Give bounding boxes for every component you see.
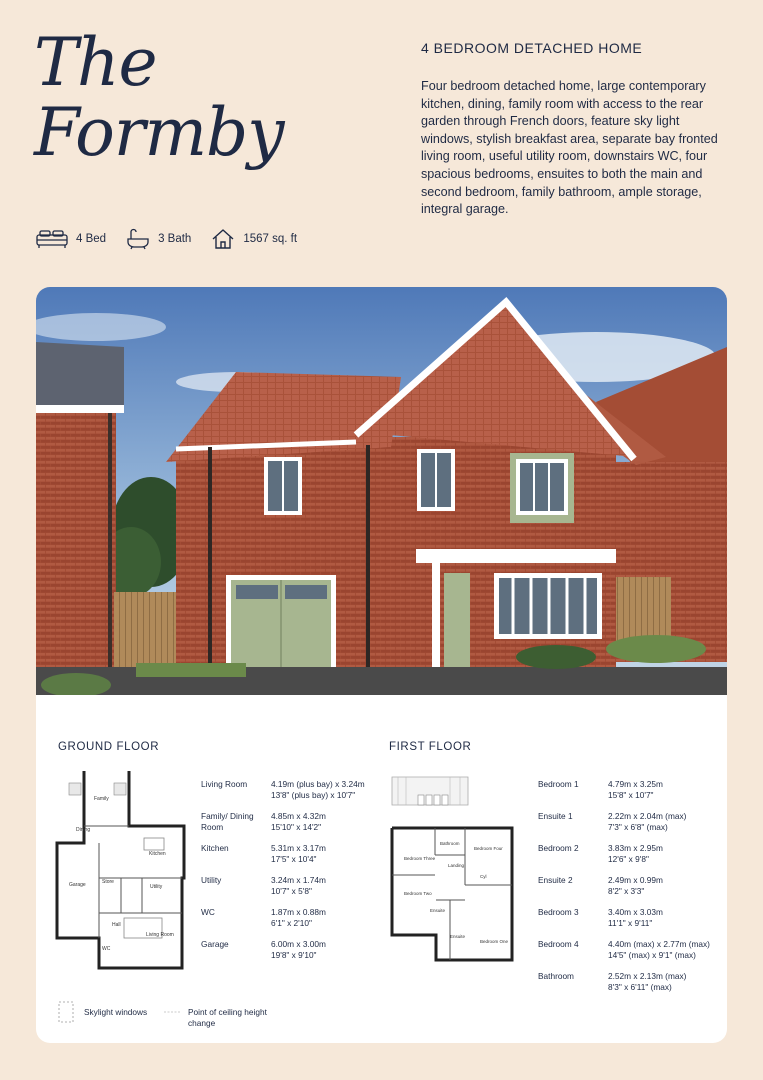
- room-name: Bedroom 2: [538, 843, 579, 853]
- room-name: Bedroom 1: [538, 779, 579, 789]
- room-dims: [608, 875, 728, 896]
- room-name: Bedroom 4: [538, 939, 579, 949]
- house-icon: [211, 228, 235, 250]
- title-line-2: Formby: [34, 94, 284, 171]
- room-imperial: 11'1" x 9'11": [608, 917, 653, 928]
- room-imperial: 14'5" (max) x 9'1" (max): [608, 949, 696, 960]
- room-name: Utility: [201, 875, 222, 885]
- room-row: [538, 971, 728, 992]
- room-name: Family/ Dining Room: [201, 811, 254, 832]
- room-metric: 3.24m x 1.74m: [271, 875, 326, 885]
- room-metric: 4.40m (max) x 2.77m (max): [608, 939, 710, 949]
- room-imperial: 6'1" x 2'10": [271, 917, 312, 928]
- first-floor-title: FIRST FLOOR: [389, 741, 472, 753]
- room-metric: 4.79m x 3.25m: [608, 779, 663, 789]
- room-name: Garage: [201, 939, 229, 949]
- description: Four bedroom detached home, large contemporary kitchen, dining, family room with access to the rear garden through French doors, feature sky light windows, stylish breakfast area, separate bay fronted living room, useful utility room, downstairs WC, four spacious bedrooms, ensuites to both the main and second bedroom, family bathroom, ample storage, integral garage.: [421, 79, 718, 217]
- room-row: [201, 811, 391, 832]
- bath-icon: [126, 228, 150, 250]
- room-imperial: 10'7" x 5'8": [271, 885, 312, 896]
- room-metric: 5.31m x 3.17m: [271, 843, 326, 853]
- room-metric: 2.49m x 0.99m: [608, 875, 663, 885]
- stat-bedrooms: [36, 229, 106, 249]
- house-image: [36, 287, 727, 695]
- skylight-legend-icon: [58, 1001, 74, 1023]
- plan-label-hall: Hall: [112, 922, 121, 928]
- room-dims: [608, 811, 728, 832]
- plan-label-bedroom-four: Bedroom Four: [474, 846, 503, 851]
- room-dims: [271, 939, 391, 960]
- room-dims: [271, 875, 391, 896]
- room-imperial: 15'8" x 10'7": [608, 789, 654, 800]
- room-metric: 3.83m x 2.95m: [608, 843, 663, 853]
- plan-label-utility: Utility: [150, 884, 163, 890]
- plan-label-family: Family: [94, 796, 109, 802]
- ground-floor-title: GROUND FLOOR: [58, 741, 160, 753]
- room-imperial: 13'8" (plus bay) x 10'7": [271, 789, 356, 800]
- stat-area-label: 1567 sq. ft: [243, 233, 298, 245]
- room-imperial: 12'6" x 9'8": [608, 853, 649, 864]
- room-dims: [271, 907, 391, 928]
- plan-label-store: Store: [102, 879, 114, 885]
- plan-label-garage: Garage: [69, 882, 86, 888]
- room-metric: 3.40m x 3.03m: [608, 907, 663, 917]
- room-metric: 2.52m x 2.13m (max): [608, 971, 687, 981]
- room-metric: 4.19m (plus bay) x 3.24m: [271, 779, 365, 789]
- plan-label-living: Living Room: [146, 932, 174, 938]
- room-dims: [608, 971, 728, 992]
- room-dims: [271, 779, 391, 800]
- room-dims: [608, 907, 728, 928]
- room-name: Bedroom 3: [538, 907, 579, 917]
- room-imperial: 19'8" x 9'10": [271, 949, 317, 960]
- room-row: [201, 779, 391, 800]
- room-metric: 4.85m x 4.32m: [271, 811, 326, 821]
- subtitle: 4 BEDROOM DETACHED HOME: [421, 40, 643, 56]
- room-row: [201, 907, 391, 928]
- room-row: [538, 779, 728, 800]
- room-row: [538, 939, 728, 960]
- room-row: [538, 811, 728, 832]
- plan-label-bedroom-three: Bedroom Three: [404, 856, 436, 861]
- room-name: WC: [201, 907, 215, 917]
- stat-bedrooms-label: 4 Bed: [76, 233, 107, 245]
- title-line-1: The: [34, 24, 157, 101]
- plan-label-ensuite: Ensuite: [430, 908, 446, 913]
- plan-label-kitchen: Kitchen: [149, 851, 166, 857]
- plan-label-bedroom-one: Bedroom One: [480, 939, 509, 944]
- room-metric: 2.22m x 2.04m (max): [608, 811, 687, 821]
- room-imperial: 8'2" x 3'3": [608, 885, 645, 896]
- stats-bar: [36, 228, 317, 250]
- stat-bathrooms-label: 3 Bath: [158, 233, 192, 245]
- stat-bathrooms: [126, 228, 191, 250]
- room-dims: [608, 843, 728, 864]
- room-row: [538, 843, 728, 864]
- room-name: Kitchen: [201, 843, 229, 853]
- room-metric: 1.87m x 0.88m: [271, 907, 326, 917]
- bed-icon: [36, 229, 68, 249]
- legend-ceiling: Point of ceiling height change: [188, 1007, 267, 1028]
- room-name: Ensuite 1: [538, 811, 573, 821]
- room-imperial: 15'10" x 14'2": [271, 821, 322, 832]
- floor-plans-panel: [36, 695, 727, 1043]
- plan-label-cyl: Cyl: [480, 874, 487, 879]
- stat-area: [211, 228, 297, 250]
- house-illustration: [36, 287, 727, 695]
- room-imperial: 8'3" x 6'11" (max): [608, 981, 672, 992]
- plan-label-dining: Dining: [76, 827, 91, 833]
- room-row: [538, 875, 728, 896]
- page-title: [34, 24, 284, 171]
- room-row: [201, 875, 391, 896]
- plan-label-wc: WC: [102, 946, 111, 952]
- first-floor-plan: [390, 775, 525, 980]
- plan-label-bedroom-two: Bedroom Two: [404, 891, 432, 896]
- room-dims: [608, 939, 728, 960]
- room-name: Ensuite 2: [538, 875, 573, 885]
- plan-label-landing: Landing: [448, 863, 465, 868]
- room-name: Living Room: [201, 779, 248, 789]
- plan-label-ensuite-one: Ensuite: [450, 934, 466, 939]
- ground-floor-plan: [54, 768, 189, 978]
- plan-label-bathroom: Bathroom: [440, 841, 460, 846]
- room-imperial: 17'5" x 10'4": [271, 853, 317, 864]
- room-dims: [271, 843, 391, 864]
- room-imperial: 7'3" x 6'8" (max): [608, 821, 668, 832]
- room-row: [201, 843, 391, 864]
- ceiling-legend-icon: [164, 1010, 180, 1014]
- room-row: [538, 907, 728, 928]
- room-dims: [271, 811, 391, 832]
- room-row: [201, 939, 391, 960]
- room-name: Bathroom: [538, 971, 574, 981]
- room-dims: [608, 779, 728, 800]
- room-metric: 6.00m x 3.00m: [271, 939, 326, 949]
- legend-skylight: Skylight windows: [84, 1007, 148, 1017]
